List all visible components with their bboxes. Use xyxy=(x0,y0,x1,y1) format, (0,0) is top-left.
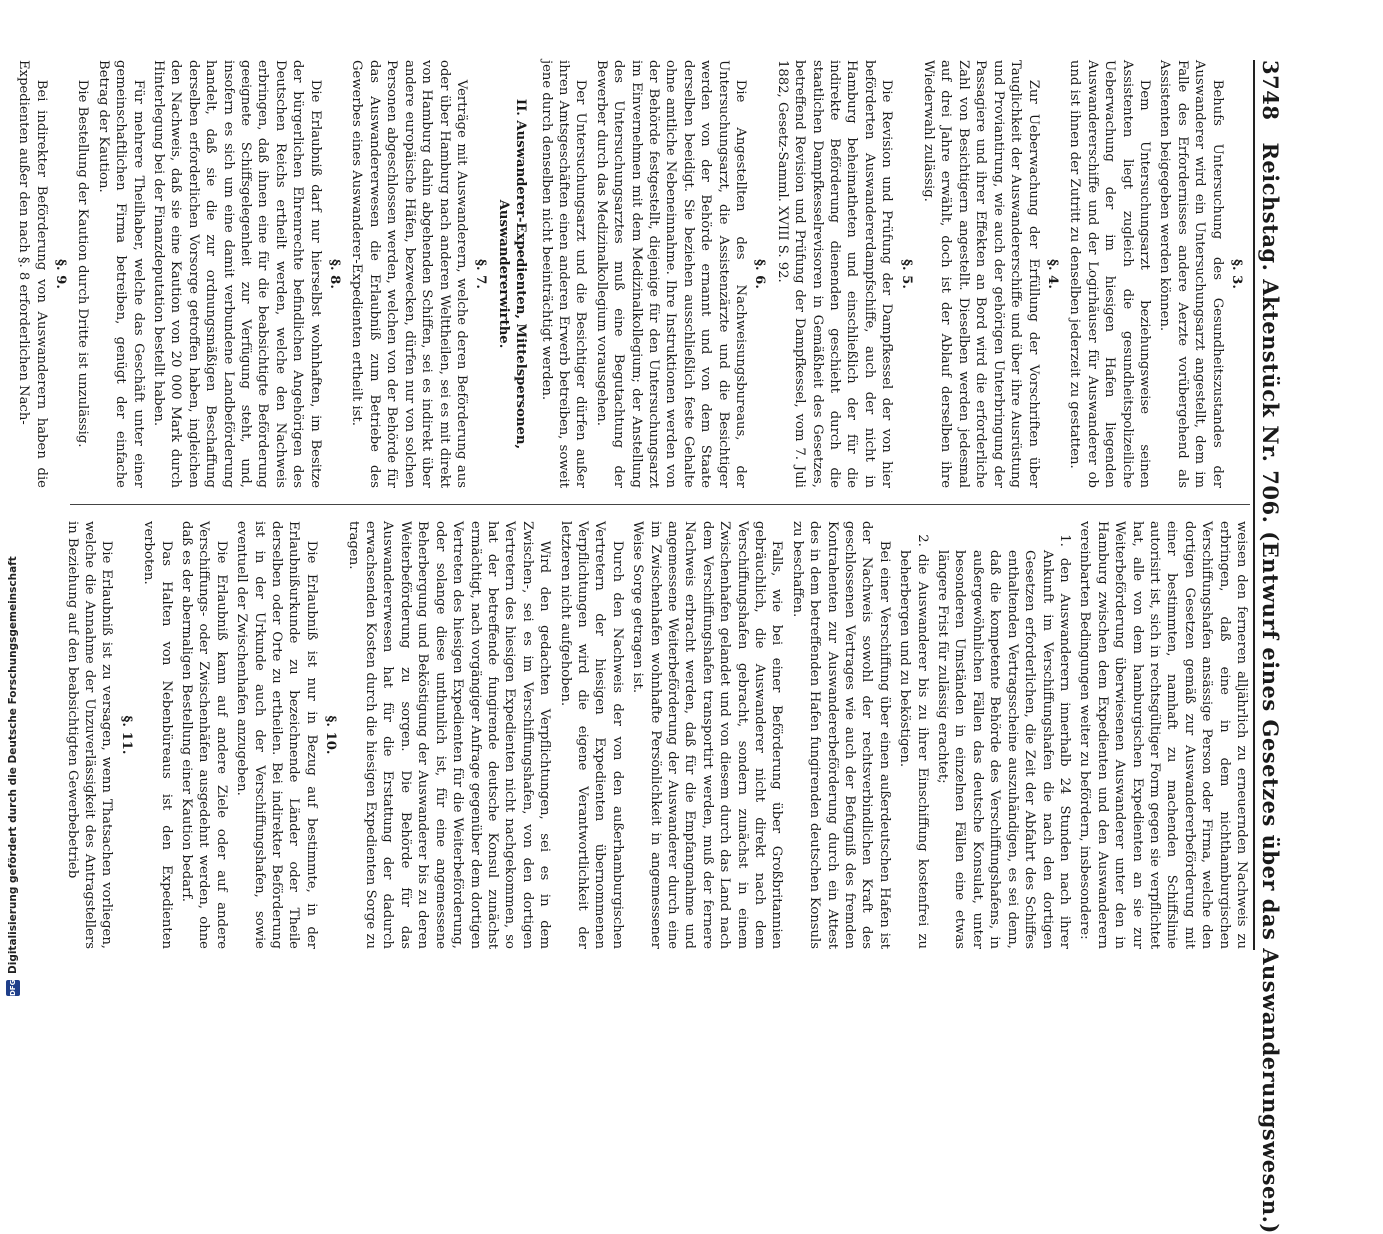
paragraph: Bei indirekter Beförderung von Auswanderern haben die Expedienten außer den nach §. 8 erforderlichen Nach- xyxy=(16,60,49,488)
paragraph: Die Erlaubniß darf nur hierselbst wohnhaften, im Besitze der bürgerlichen Ehrenrechte befindlichen Angehörigen des Deutschen Reichs ertheilt werden, welche den Nachweis erbringen, daß ihnen eine für die beabsichtigte Beförderung geeignete Schiffsgelegenheit zur Verfügung steht, und, insofern es sich um eine damit verbundene Landbeförderung handelt, daß sie die zur ordnungsmäßigen Beschaffung derselben erforderlichen Vorsorge getroffen haben, ingleichen den Nachweis, daß sie eine Kaution von 20 000 Mark durch Hinterlegung bei der Finanzdeputation bestellt haben. xyxy=(151,60,323,488)
paragraph: weisen den ferneren alljährlich zu erneuernden Nachweis zu erbringen, daß eine in dem nichthamburgischen Verschiffungshafen ansässige Person oder Firma, welche den dortigen Gesetzen gemäß zur Auswandererbeförderung mit einer bestimmten, namhaft zu machenden Schiffslinie autorisirt ist, sich in rechtsgültiger Form gegen sie verpflichtet hat, alle von dem hamburgischen Expedienten an sie zur Weiterbeförderung überwiesenen Auswanderer unter den in Hamburg zwischen dem Expedienten und den Auswanderern vereinbarten Bedingungen weiter zu befördern, insbesondere: xyxy=(1077,521,1249,949)
page-header xyxy=(1253,60,1298,1234)
footer-text: Digitalisierung gefördert durch die Deutsche Forschungsgemeinschaft xyxy=(7,556,19,974)
column-divider xyxy=(70,504,1250,505)
digitization-footer xyxy=(2,0,24,1000)
section-heading: §. 6. xyxy=(752,259,768,289)
paragraph: Zur Ueberwachung der Erfüllung der Vorschriften über Tauglichkeit der Auswandererschiffe und über ihre Ausrüstung und Proviantirung, wie auch der gehörigen Unterbringung der Passagiere und ihrer Effekten an Bord wird die erforderliche Zahl von Besichtigern angestellt. Dieselben werden jedesmal auf drei Jahre erwählt, doch ist der Ablauf derselben ihre Wiederwahl zulässig. xyxy=(921,60,1041,488)
paragraph: Dem Untersuchungsarzt beziehungsweise seinen Assistenten liegt zugleich die gesundheitspolizeiliche Ueberwachung der im hiesigen Hafen liegenden Auswandererschiffe und der Logirhäuser für Auswanderer ob und ist ihnen der Zutritt zu denselben jederzeit zu gestatten. xyxy=(1067,60,1152,488)
section-heading: §. 11. xyxy=(118,715,134,755)
paragraph: Bei einer Verschiffung über einen außerdeutschen Hafen ist der Nachweis sowohl der rechtsverbindlichen Kraft des geschlossenen Vertrages wie auch der Befugniß des fremden Kontrahenten zur Auswandererbeförderung durch ein Attest des in dem betreffenden Hafen fungirenden deutschen Konsuls zu beschaffen. xyxy=(789,521,892,949)
page-body xyxy=(16,60,1298,1234)
paragraph: Die Revision und Prüfung der Dampfkessel der von hier beförderten Auswandererdampfschiffe, auch der nicht in Hamburg beheimatheten und einschließlich der für die indirekte Beförderung dienenden geschieht durch die staatlichen Dampfkesselrevisoren in Gemäßheit des Gesetzes, betreffend Revision und Prüfung der Dampfkessel, vom 7. Juli 1882, Gesetz-Samml. XVIII S. 92. xyxy=(774,60,895,488)
page-number: 3748 xyxy=(1258,60,1283,121)
paragraph: Für mehrere Theilhaber, welche das Geschäft unter einer gemeinschaftlichen Firma betreiben, genügt der einfache Betrag der Kaution. xyxy=(95,60,146,488)
section-heading: §. 3. xyxy=(1229,259,1244,289)
section-heading: §. 9. xyxy=(53,259,68,289)
paragraph: Falls, wie bei einer Beförderung über Großbritannien gebräuchlich, die Auswanderer nicht direkt nach dem Verschiffungshafen gebracht, sondern zunächst in einem Zwischenhafen gelandet und von diesem durch das Land nach dem Verschiffungshafen transportirt werden, muß der fernere Nachweis erbracht werden, daß für die Empfangnahme und angemessene Weiterbeförderung der Auswanderer durch eine im Zwischenhafen wohnhafte Persönlichkeit in angemessener Weise Sorge getragen ist. xyxy=(630,521,785,949)
paragraph: Durch den Nachweis der von den außerhamburgischen Vertretern der hiesigen Expedienten übernommenen Verpflichtungen wird die eigene Verantwortlichkeit der letzteren nicht aufgehoben. xyxy=(557,521,625,949)
section-heading: §. 5. xyxy=(898,259,914,289)
left-column xyxy=(16,60,1250,488)
paragraph: Der Untersuchungsarzt und die Besichtiger dürfen außer ihren Amtsgeschäften einen anderen Erwerb betreiben, soweit jene durch denselben nicht beeinträchtigt werden. xyxy=(538,60,589,488)
paragraph: Die Erlaubniß ist zu versagen, wenn Thatsachen vorliegen, welche die Annahme der Unzuverlässigkeit des Antragstellers in Beziehung auf den beabsichtigten Gewerbebetrieb xyxy=(64,521,115,949)
paragraph: Verträge mit Auswanderern, welche deren Beförderung aus oder über Hamburg nach anderen Welttheilen, sei es mit direkt von Hamburg dahin abgehenden Schiffen, sei es indirekt über andere europäische Häfen, bezwecken, dürfen nur von solchen Personen abgeschlossen werden, welchen von der Behörde für das Auswandererwesen die Erlaubniß zum Betriebe des Gewerbes eines Auswanderer-Expedienten ertheilt ist. xyxy=(349,60,469,488)
dfg-logo-icon: DFG xyxy=(6,980,20,996)
section-heading: §. 7. xyxy=(473,259,489,289)
paragraph: Die Erlaubniß ist nur in Bezug auf bestimmte, in der Erlaubnißurkunde zu bezeichnende Länder oder Theile derselben oder Orte zu ertheilen. Bei indirekter Beförderung ist in der Urkunde auch der Verschiffungshafen, sowie eventuell der Zwischenhafen anzugeben. xyxy=(234,521,319,949)
paragraph: Die Erlaubniß kann auf andere Ziele oder auf andere Verschiffungs- oder Zwischenhäfen ausgedehnt werden, ohne daß es der abermaligen Bestellung einer Kaution bedarf. xyxy=(179,521,229,949)
section-heading: §. 10. xyxy=(323,715,339,755)
paragraph: Das Halten von Nebenbüreaus ist den Expedienten verboten. xyxy=(141,521,174,949)
section-heading: §. 8. xyxy=(327,259,343,289)
paragraph: 1. den Auswanderern innerhalb 24 Stunden nach ihrer Ankunft im Verschiffungshafen die nach den dortigen Gesetzen erforderlichen, die Zeit der Abfahrt des Schiffes enthaltenden Vertragsscheine auszuhändigen, es sei denn, daß die kompetente Behörde des Verschiffungshafens, in außergewöhnlichen Fällen das deutsche Konsulat, unter besonderen Umständen in einzelnen Fällen eine etwas längere Frist für zulässig erachtet; xyxy=(935,534,1072,949)
text-columns xyxy=(16,60,1250,950)
paragraph: 2. die Auswanderer bis zu ihrer Einschiffung kostenfrei zu beherbergen und zu beköstigen. xyxy=(897,534,930,949)
paragraph: Die Angestellten des Nachweisungsbureaus, der Untersuchungsarzt, die Assistenzärzte und die Besichtiger werden von der Behörde ernannt und von dem Staate derselben beeidigt. Sie beziehen ausschließlich feste Gehalte ohne amtliche Nebeneinnahme. Ihre Instruktionen werden von der Behörde festgestellt, diejenige für den Untersuchungsarzt im Einvernehmen mit dem Medizinalkollegium; der Anstellung des Untersuchungsarztes muß eine Begutachtung der Bewerber durch das Medizinalkollegium vorausgehen. xyxy=(593,60,749,488)
chapter-heading: II. Auswanderer-Expedienten, Mittelspersonen, Auswandererwirthe. xyxy=(495,98,529,450)
paragraph: Behufs Untersuchung des Gesundheitszustandes der Auswanderer wird ein Untersuchungsarzt angestellt, dem im Falle des Erfordernisses andere Aerzte vorübergehend als Assistenten beigegeben werden können. xyxy=(1157,60,1225,488)
right-column xyxy=(64,521,1250,949)
paragraph: Die Bestellung der Kaution durch Dritte ist unzulässig. xyxy=(75,79,91,448)
paragraph: Wird den gedachten Verpflichtungen, sei es in dem Zwischen-, sei es im Verschiffungshafen, von den dortigen Vertretern des hiesigen Expedienten nicht nachgekommen, so hat der betreffende fungirende deutsche Konsul zunächst ermächtigt, nach vorgängiger Anfrage gegenüber dem dortigen Vertreten des hiesigen Expedienten für die Weiterbeförderung, oder solange diese unthunlich ist, für eine angemessene Beherbergung und Beköstigung der Auswanderer bis zu deren Weiterbeförderung zu sorgen. Die Behörde für das Auswandererwesen hat für die Erstattung der dadurch erwachsenden Kosten durch die hiesigen Expedienten Sorge zu tragen. xyxy=(345,521,553,949)
page-title: Reichstag. Aktenstück Nr. 706. (Entwurf eines Gesetzes über das Auswanderungswesen.) xyxy=(1258,142,1283,1234)
section-heading: §. 4. xyxy=(1044,259,1060,289)
